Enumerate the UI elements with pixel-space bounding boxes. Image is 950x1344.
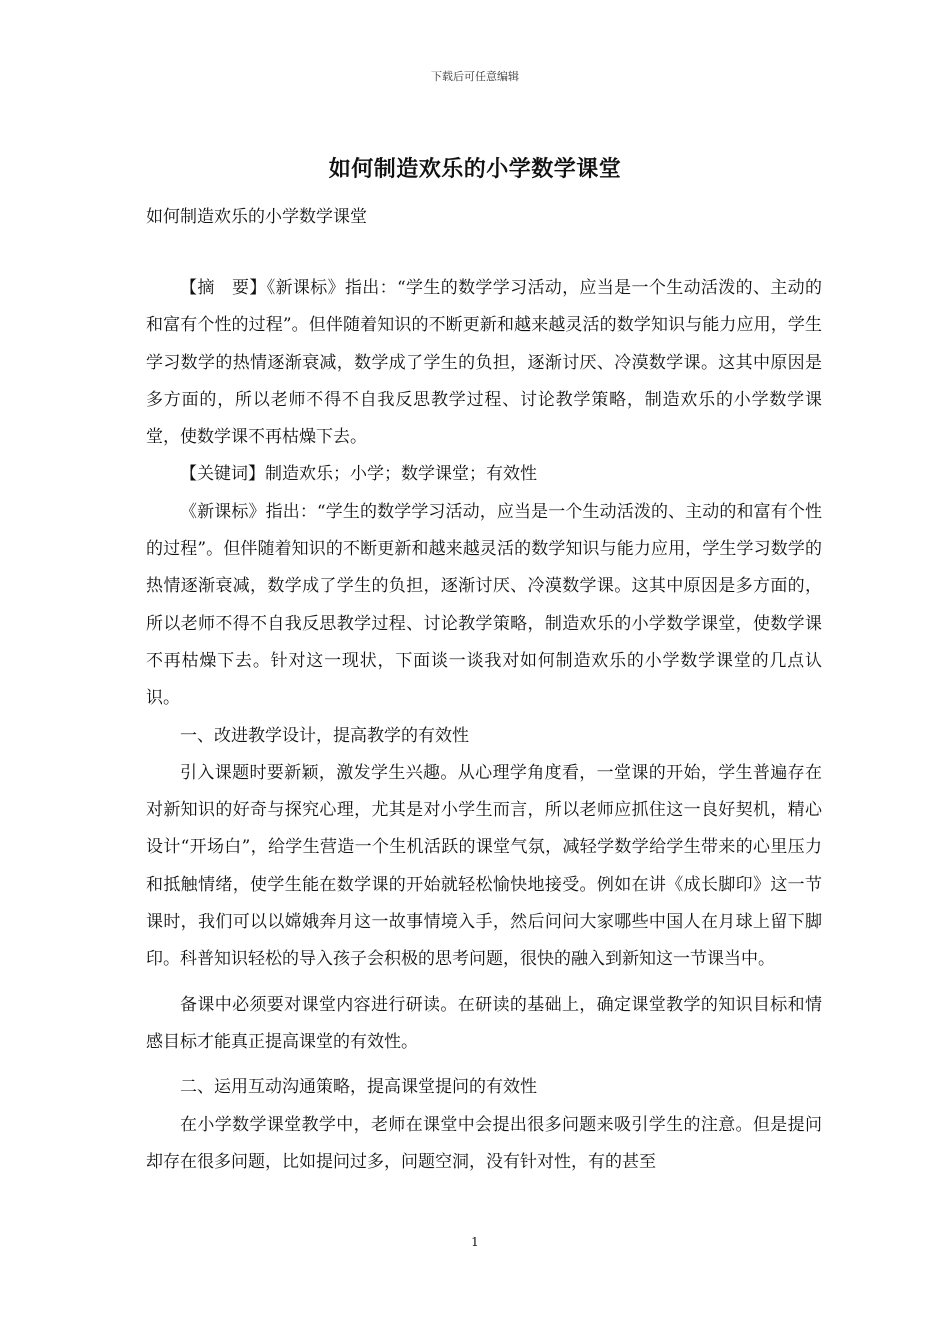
document-subtitle: 如何制造欢乐的小学数学课堂 <box>146 207 367 227</box>
body-paragraph: 在小学数学课堂教学中，老师在课堂中会提出很多问题来吸引学生的注意。但是提问却存在很多问题，比如提问过多，问题空洞，没有针对性，有的甚至 <box>146 1114 822 1172</box>
body-paragraph: 引入课题时要新颖，激发学生兴趣。从心理学角度看，一堂课的开始，学生普遍存在对新知识的好奇与探究心理，尤其是对小学生而言，所以老师应抓住这一良好契机，精心设计“开场白”，给学生营造一个生机活跃的课堂气氛，减轻学数学给学生带来的心里压力和抵触情绪，使学生能在数学课的开始就轻松愉快地接受。例如在讲《成长脚印》这一节课时，我们可以以嫦娥奔月这一故事情境入手，然后问问大家哪些中国人在月球上留下脚印。科普知识轻松的导入孩子会积极的思考问题，很快的融入到新知这一节课当中。 <box>146 762 822 970</box>
keywords-paragraph: 【关键词】制造欢乐；小学；数学课堂；有效性 <box>180 464 537 485</box>
abstract-paragraph: 【摘 要】《新课标》指出：“学生的数学学习活动，应当是一个生动活泼的、主动的和富有个性的过程”。但伴随着知识的不断更新和越来越灵活的数学知识与能力应用，学生学习数学的热情逐渐衰减，数学成了学生的负担，逐渐讨厌、冷漠数学课。这其中原因是多方面的，所以老师不得不自我反思教学过程、讨论教学策略，制造欢乐的小学数学课堂，使数学课不再枯燥下去。 <box>146 278 822 448</box>
body-text <box>146 270 822 1181</box>
page-number: 1 <box>471 1235 479 1249</box>
section-heading-2: 二、运用互动沟通策略，提高课堂提问的有效性 <box>180 1077 537 1098</box>
intro-paragraph: 《新课标》指出：“学生的数学学习活动，应当是一个生动活泼的、主动的和富有个性的过程”。但伴随着知识的不断更新和越来越灵活的数学知识与能力应用，学生学习数学的热情逐渐衰减，数学成了学生的负担，逐渐讨厌、冷漠数学课。这其中原因是多方面的，所以老师不得不自我反思教学过程、讨论教学策略，制造欢乐的小学数学课堂，使数学课不再枯燥下去。针对这一现状，下面谈一谈我对如何制造欢乐的小学数学课堂的几点认识。 <box>146 501 822 709</box>
header-note: 下载后可任意编辑 <box>431 70 519 83</box>
section-heading-1: 一、改进教学设计，提高教学的有效性 <box>180 725 469 746</box>
document-title: 如何制造欢乐的小学数学课堂 <box>328 156 622 182</box>
body-paragraph: 备课中必须要对课堂内容进行研读。在研读的基础上，确定课堂教学的知识目标和情感目标才能真正提高课堂的有效性。 <box>146 994 822 1052</box>
